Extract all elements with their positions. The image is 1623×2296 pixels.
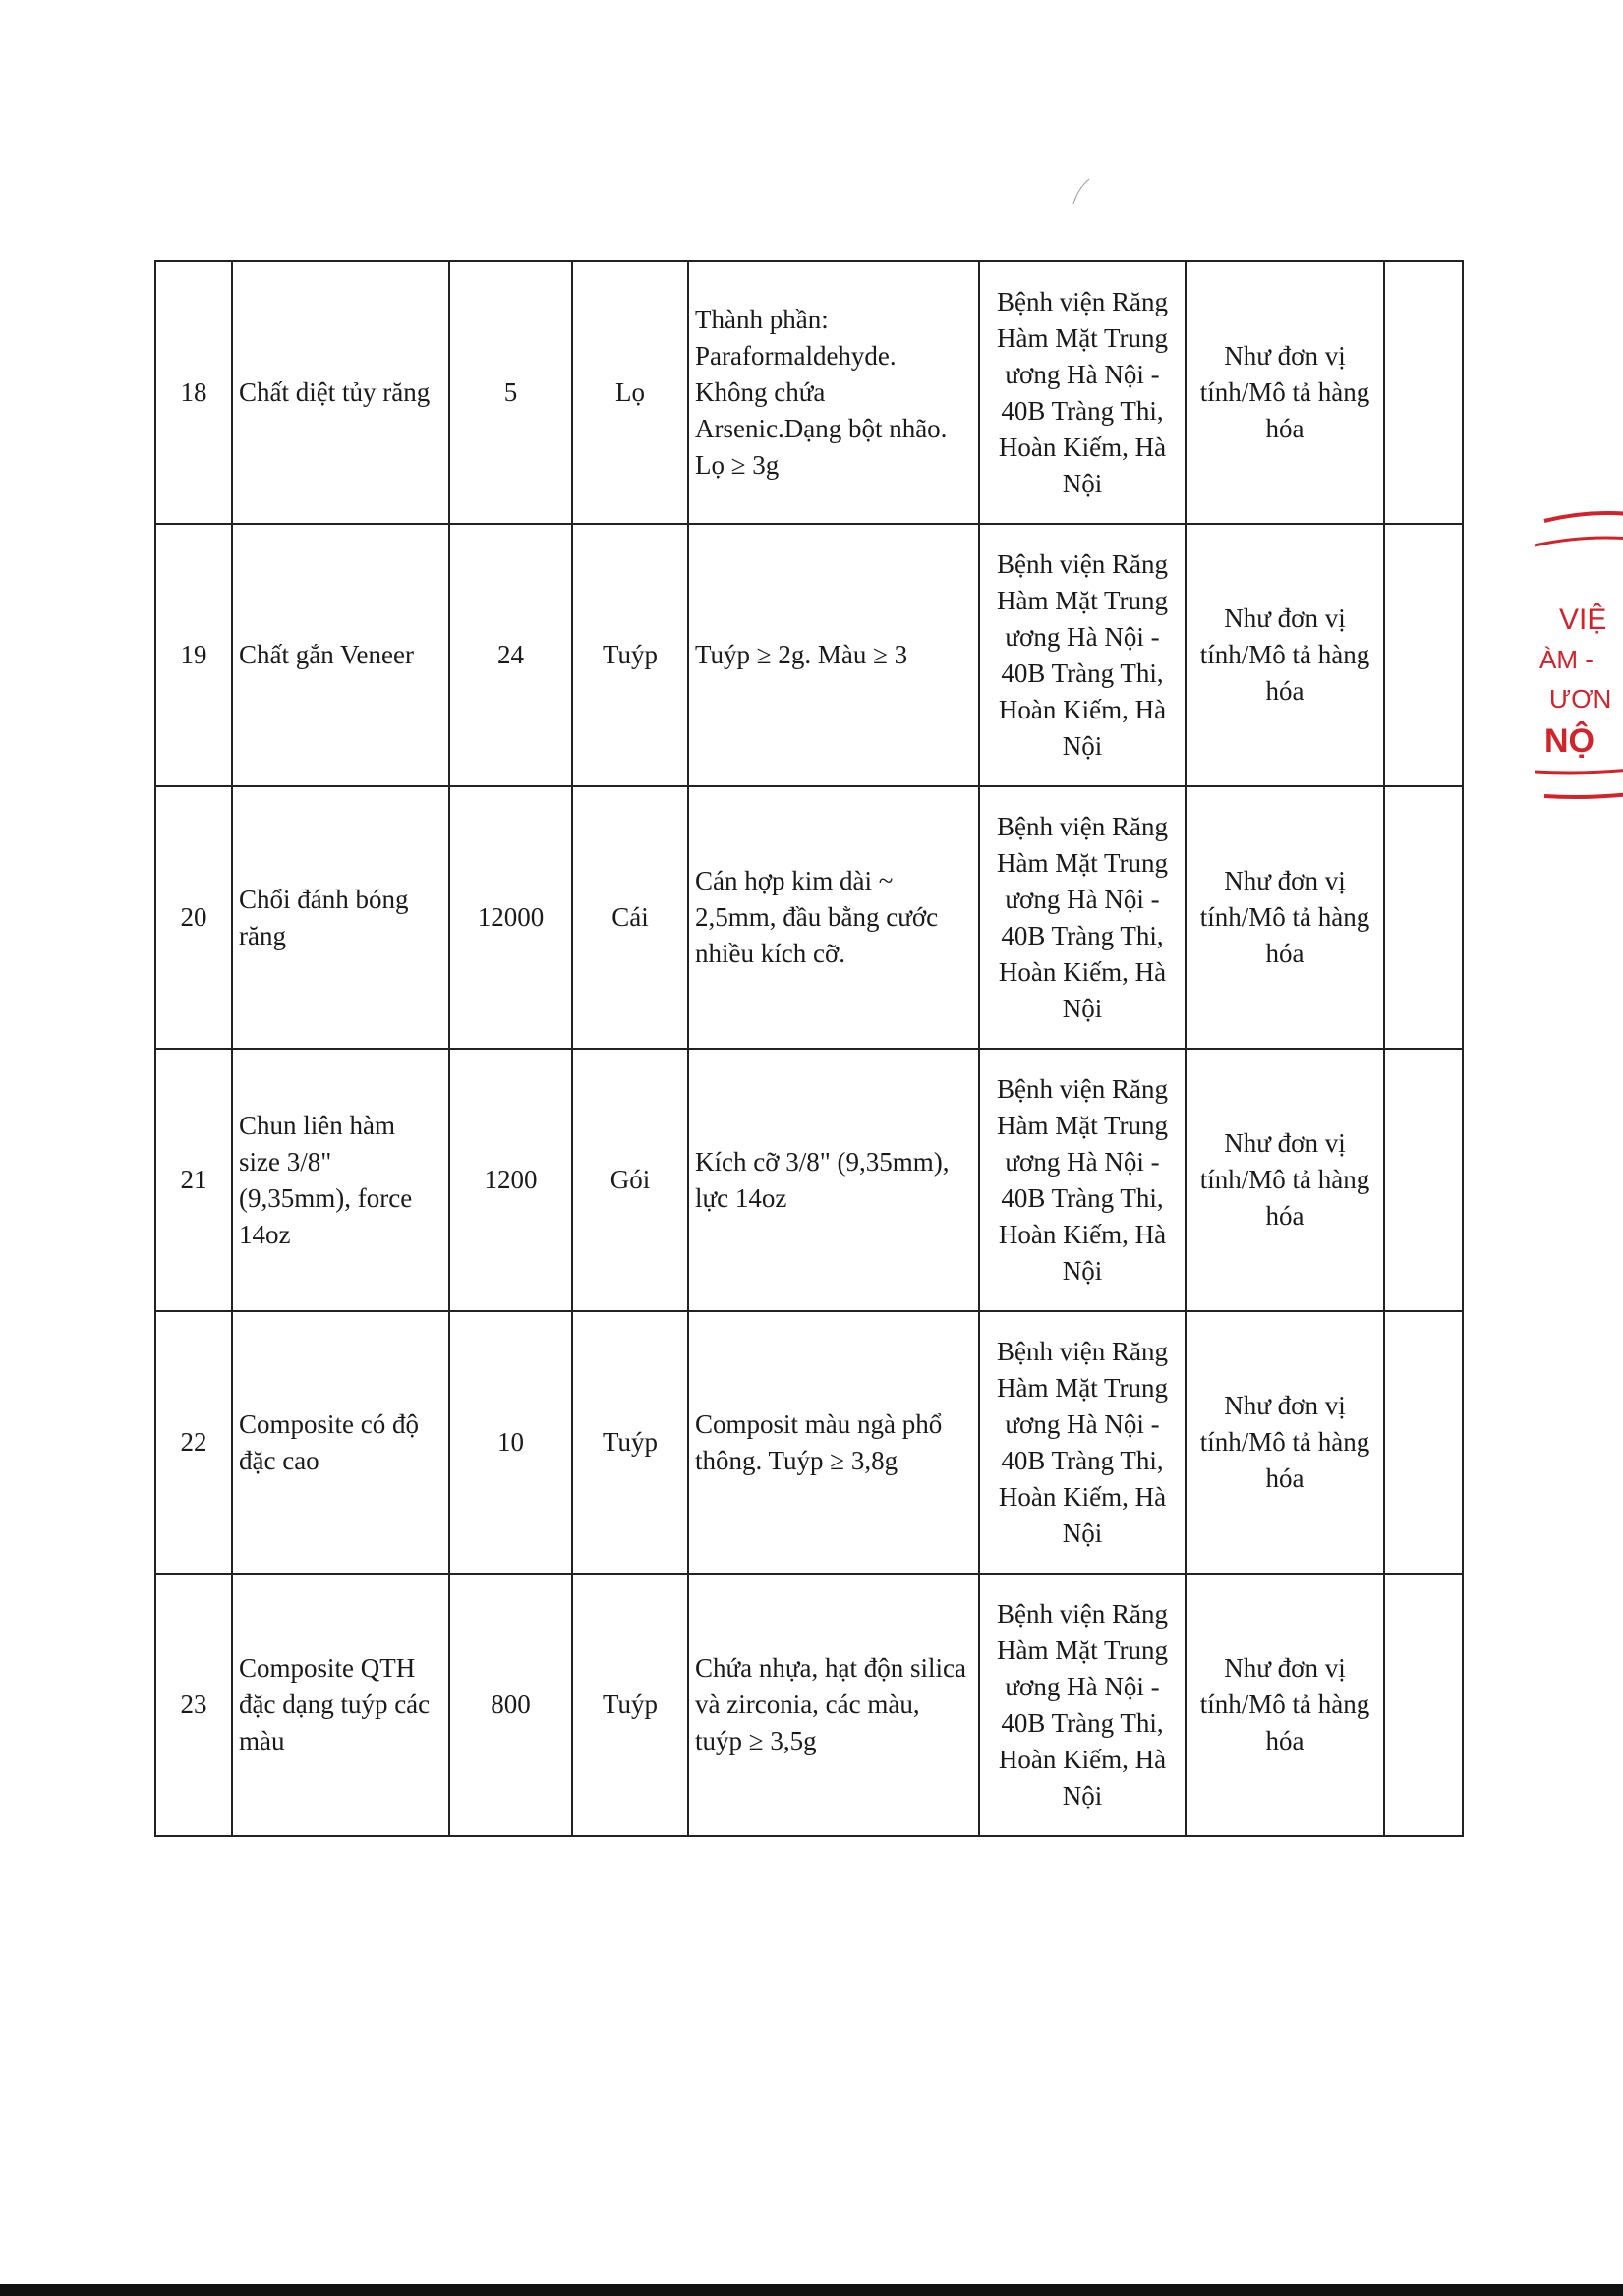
red-stamp — [1505, 511, 1623, 806]
unit-cell: Tuýp — [572, 1574, 688, 1836]
note-cell: Như đơn vị tính/Mô tả hàng hóa — [1186, 786, 1384, 1049]
note-cell: Như đơn vị tính/Mô tả hàng hóa — [1186, 524, 1384, 786]
delivery-place-cell: Bệnh viện Răng Hàm Mặt Trung ương Hà Nội - 40B Tràng Thi, Hoàn Kiếm, Hà Nội — [979, 786, 1186, 1049]
table-row — [155, 1574, 1463, 1836]
delivery-place-cell: Bệnh viện Răng Hàm Mặt Trung ương Hà Nội - 40B Tràng Thi, Hoàn Kiếm, Hà Nội — [979, 1049, 1186, 1311]
stamp-text-3: ƯƠN — [1549, 684, 1612, 714]
stamp-text-1: VIỆ — [1559, 603, 1607, 636]
unit-cell: Lọ — [572, 261, 688, 524]
unit-cell: Tuýp — [572, 524, 688, 786]
specification-cell: Tuýp ≥ 2g. Màu ≥ 3 — [688, 524, 979, 786]
row-number-cell: 21 — [155, 1049, 232, 1311]
unit-cell: Gói — [572, 1049, 688, 1311]
delivery-place-cell: Bệnh viện Răng Hàm Mặt Trung ương Hà Nội - 40B Tràng Thi, Hoàn Kiếm, Hà Nội — [979, 524, 1186, 786]
stamp-text-4: NỘ — [1544, 722, 1594, 760]
table-row — [155, 786, 1463, 1049]
specification-cell: Kích cỡ 3/8" (9,35mm), lực 14oz — [688, 1049, 979, 1311]
bottom-scan-edge — [0, 2284, 1623, 2296]
delivery-place-cell: Bệnh viện Răng Hàm Mặt Trung ương Hà Nội - 40B Tràng Thi, Hoàn Kiếm, Hà Nội — [979, 1574, 1186, 1836]
row-number-cell: 20 — [155, 786, 232, 1049]
quantity-cell: 1200 — [449, 1049, 572, 1311]
quantity-cell: 10 — [449, 1311, 572, 1574]
specification-cell: Cán hợp kim dài ~ 2,5mm, đầu bằng cước nhiều kích cỡ. — [688, 786, 979, 1049]
row-number-cell: 23 — [155, 1574, 232, 1836]
row-number-cell: 22 — [155, 1311, 232, 1574]
pen-mark — [1072, 177, 1091, 206]
delivery-place-cell: Bệnh viện Răng Hàm Mặt Trung ương Hà Nội - 40B Tràng Thi, Hoàn Kiếm, Hà Nội — [979, 261, 1186, 524]
table-row — [155, 261, 1463, 524]
row-number-cell: 18 — [155, 261, 232, 524]
extra-cell-cell — [1384, 786, 1463, 1049]
table-body — [155, 261, 1463, 1836]
table-row — [155, 1049, 1463, 1311]
row-number-cell: 19 — [155, 524, 232, 786]
stamp-text-2: ÀM - — [1539, 645, 1594, 674]
specification-cell: Chứa nhựa, hạt độn silica và zirconia, các màu, tuýp ≥ 3,5g — [688, 1574, 979, 1836]
note-cell: Như đơn vị tính/Mô tả hàng hóa — [1186, 1574, 1384, 1836]
extra-cell-cell — [1384, 261, 1463, 524]
specification-cell: Composit màu ngà phổ thông. Tuýp ≥ 3,8g — [688, 1311, 979, 1574]
table-row — [155, 1311, 1463, 1574]
item-name-cell: Chất diệt tủy răng — [232, 261, 449, 524]
extra-cell-cell — [1384, 1574, 1463, 1836]
unit-cell: Cái — [572, 786, 688, 1049]
quantity-cell: 12000 — [449, 786, 572, 1049]
item-name-cell: Chất gắn Veneer — [232, 524, 449, 786]
delivery-place-cell: Bệnh viện Răng Hàm Mặt Trung ương Hà Nội - 40B Tràng Thi, Hoàn Kiếm, Hà Nội — [979, 1311, 1186, 1574]
item-name-cell: Chổi đánh bóng răng — [232, 786, 449, 1049]
extra-cell-cell — [1384, 1049, 1463, 1311]
item-name-cell: Chun liên hàm size 3/8" (9,35mm), force 14oz — [232, 1049, 449, 1311]
item-name-cell: Composite QTH đặc dạng tuýp các màu — [232, 1574, 449, 1836]
quantity-cell: 24 — [449, 524, 572, 786]
note-cell: Như đơn vị tính/Mô tả hàng hóa — [1186, 1311, 1384, 1574]
note-cell: Như đơn vị tính/Mô tả hàng hóa — [1186, 261, 1384, 524]
items-table — [154, 260, 1464, 1837]
extra-cell-cell — [1384, 524, 1463, 786]
note-cell: Như đơn vị tính/Mô tả hàng hóa — [1186, 1049, 1384, 1311]
table-row — [155, 524, 1463, 786]
item-name-cell: Composite có độ đặc cao — [232, 1311, 449, 1574]
quantity-cell: 800 — [449, 1574, 572, 1836]
unit-cell: Tuýp — [572, 1311, 688, 1574]
quantity-cell: 5 — [449, 261, 572, 524]
extra-cell-cell — [1384, 1311, 1463, 1574]
specification-cell: Thành phần: Paraformaldehyde. Không chứa Arsenic.Dạng bột nhão. Lọ ≥ 3g — [688, 261, 979, 524]
